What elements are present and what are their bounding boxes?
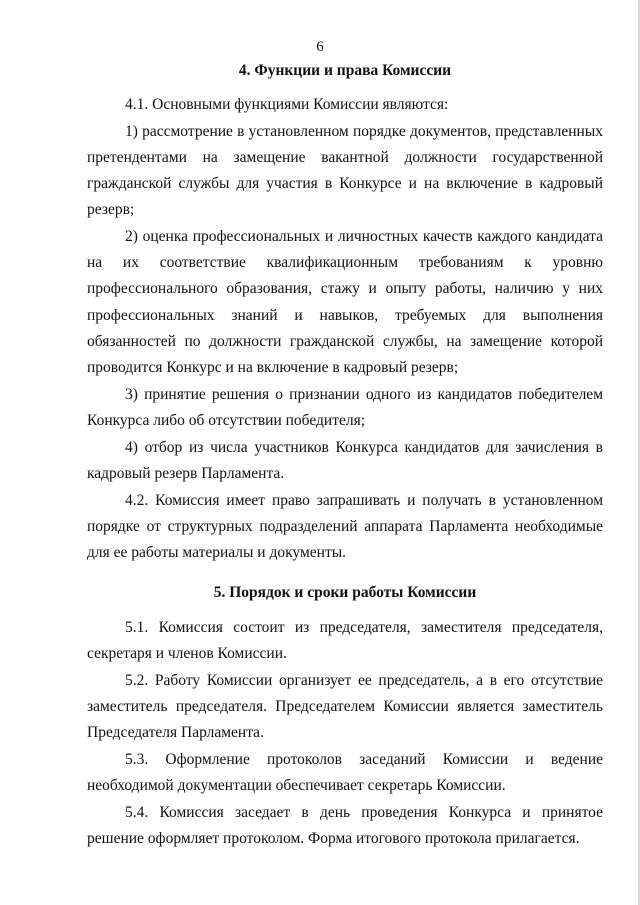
page-number: 6 [316, 39, 324, 55]
paragraph-5-3: 5.3. Оформление протоколов заседаний Комиссии и ведение необходимой документации обеспечивает секретарь Комиссии. [87, 751, 603, 795]
paragraph-4-2: 4.2. Комиссия имеет право запрашивать и получать в установленном порядке от структурных подразделений аппарата Парламента необходимые для ее работы материалы и документы. [87, 491, 603, 561]
paragraph-5-2: 5.2. Работу Комиссии организует ее председатель, а в его отсутствие заместитель председателя. Председателем Комиссии является заместитель Председателя Парламента. [87, 671, 603, 742]
paragraph-4-1-item-2: 2) оценка профессиональных и личностных качеств каждого кандидата на их соответствие квалификационным требованиям к уровню профессионального образования, стажу и опыту работы, наличию у них профессиональных знаний и навыков, требуемых для выполнения обязанностей по должности гражданской службы, на замещение которой проводится Конкурс и на включение в кадровый резерв; [87, 228, 603, 377]
section-5-body [87, 615, 603, 852]
section-4-body [87, 92, 603, 566]
section-5-title: 5. Порядок и сроки работы Комиссии [213, 584, 477, 601]
paragraph-5-1: 5.1. Комиссия состоит из председателя, заместителя председателя, секретаря и членов Комиссии. [87, 619, 603, 663]
paragraph-4-1-item-4: 4) отбор из числа участников Конкурса кандидатов для зачисления в кадровый резерв Парламента. [87, 438, 603, 482]
paragraph-4-1-item-1: 1) рассмотрение в установленном порядке документов, представленных претендентами на замещение вакантной должности государственной гражданской службы для участия в Конкурсе и на включение в кадровый резерв; [87, 122, 603, 219]
paragraph-5-4: 5.4. Комиссия заседает в день проведения Конкурса и принятое решение оформляет протоколом. Форма итогового протокола прилагается. [87, 803, 603, 848]
paragraph-4-1: 4.1. Основными функциями Комиссии являются: [125, 96, 449, 113]
paragraph-4-1-item-3: 3) принятие решения о признании одного из кандидатов победителем Конкурса либо об отсутствии победителя; [87, 385, 603, 429]
section-4-title: 4. Функции и права Комиссии [238, 62, 452, 79]
